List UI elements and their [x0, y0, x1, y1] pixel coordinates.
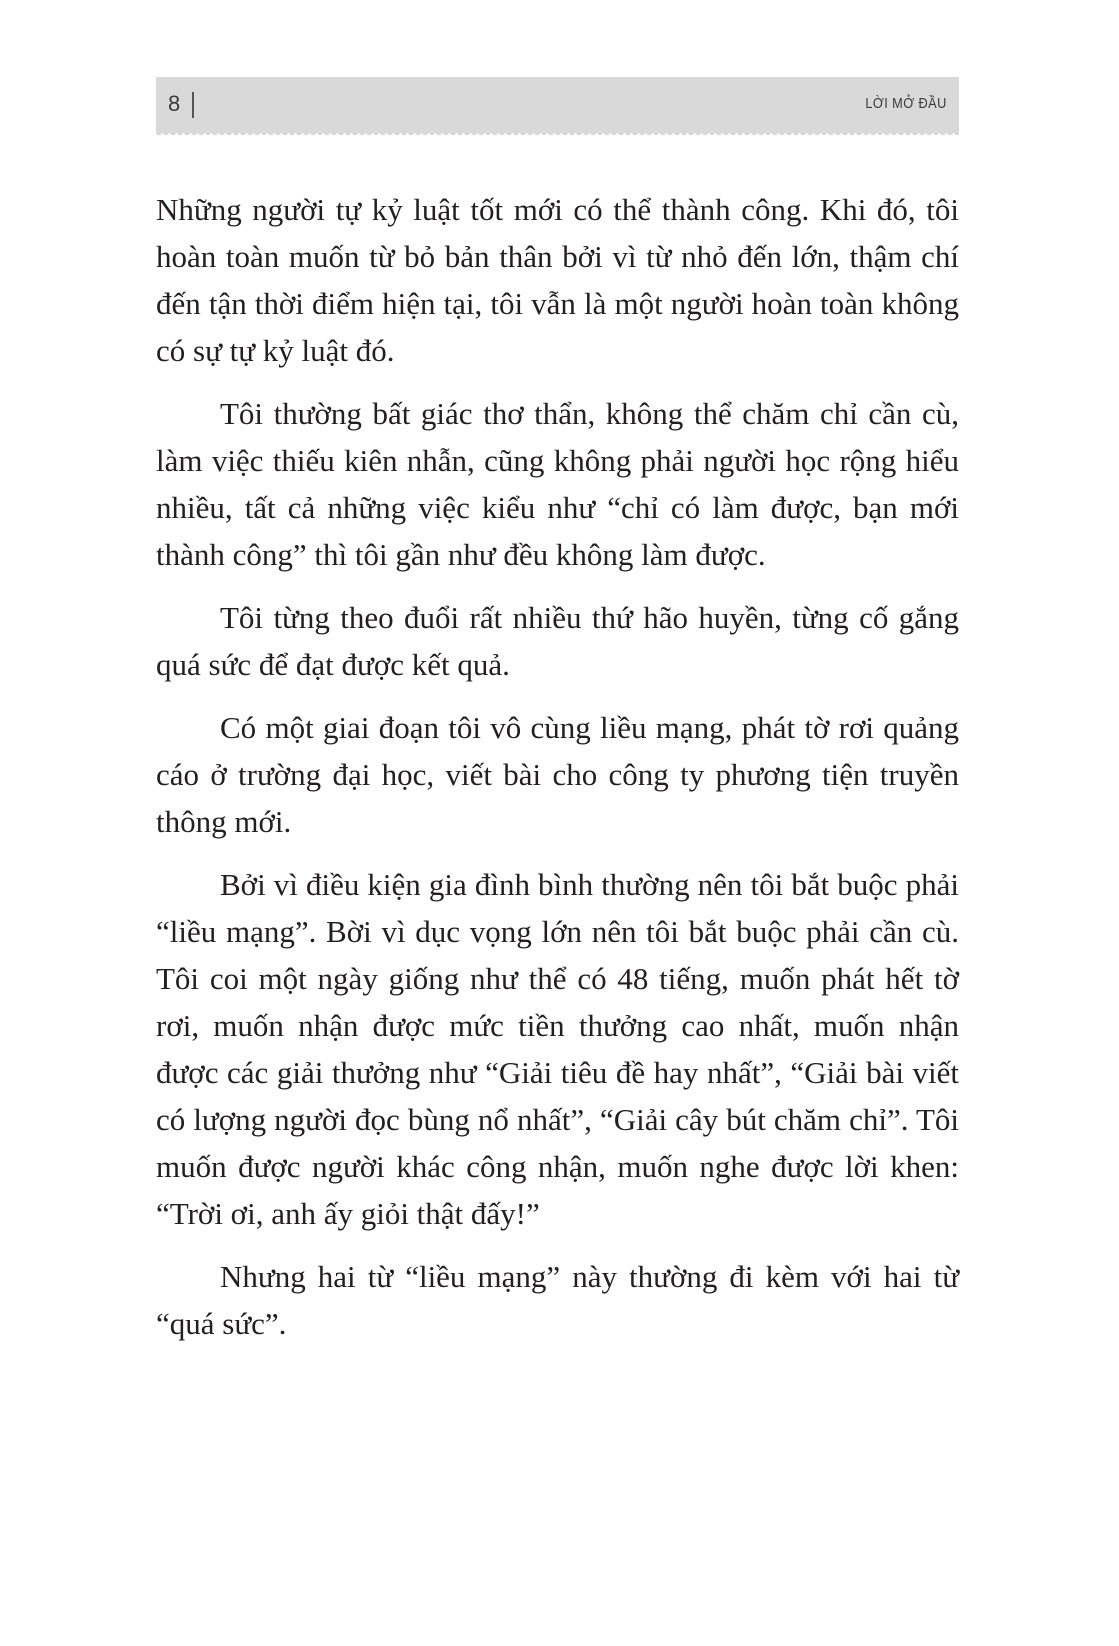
section-title: LỜI MỞ ĐẦU [865, 95, 947, 112]
paragraph: Bởi vì điều kiện gia đình bình thường nên tôi bắt buộc phải “liều mạng”. Bời vì dục vọng lớn nên tôi bắt buộc phải cần cù. Tôi coi một ngày giống như thể có 48 tiếng, muốn phát hết tờ rơi, muốn nhận được mức tiền thưởng cao nhất, muốn nhận được các giải thưởng như “Giải tiêu đề hay nhất”, “Giải bài viết có lượng người đọc bùng nổ nhất”, “Giải cây bút chăm chỉ”. Tôi muốn được người khác công nhận, muốn nghe được lời khen: “Trời ơi, anh ấy giỏi thật đấy!” [156, 867, 959, 1231]
page-number: 8 [168, 91, 182, 116]
paragraph: Nhưng hai từ “liều mạng” này thường đi kèm với hai từ “quá sức”. [156, 1259, 959, 1341]
paragraph: Có một giai đoạn tôi vô cùng liều mạng, phát tờ rơi quảng cáo ở trường đại học, viết bài cho công ty phương tiện truyền thông mới. [156, 710, 959, 839]
page-header [156, 77, 959, 133]
body-text [156, 186, 959, 1363]
paragraph: Tôi từng theo đuổi rất nhiều thứ hão huyền, từng cố gắng quá sức để đạt được kết quả. [156, 600, 959, 682]
paragraph: Những người tự kỷ luật tốt mới có thể thành công. Khi đó, tôi hoàn toàn muốn từ bỏ bản thân bởi vì từ nhỏ đến lớn, thậm chí đến tận thời điểm hiện tại, tôi vẫn là một người hoàn toàn không có sự tự kỷ luật đó. [156, 192, 959, 368]
paragraph: Tôi thường bất giác thơ thẩn, không thể chăm chỉ cần cù, làm việc thiếu kiên nhẫn, cũng không phải người học rộng hiểu nhiều, tất cả những việc kiểu như “chỉ có làm được, bạn mới thành công” thì tôi gần như đều không làm được. [156, 396, 959, 572]
header-divider [192, 92, 194, 118]
